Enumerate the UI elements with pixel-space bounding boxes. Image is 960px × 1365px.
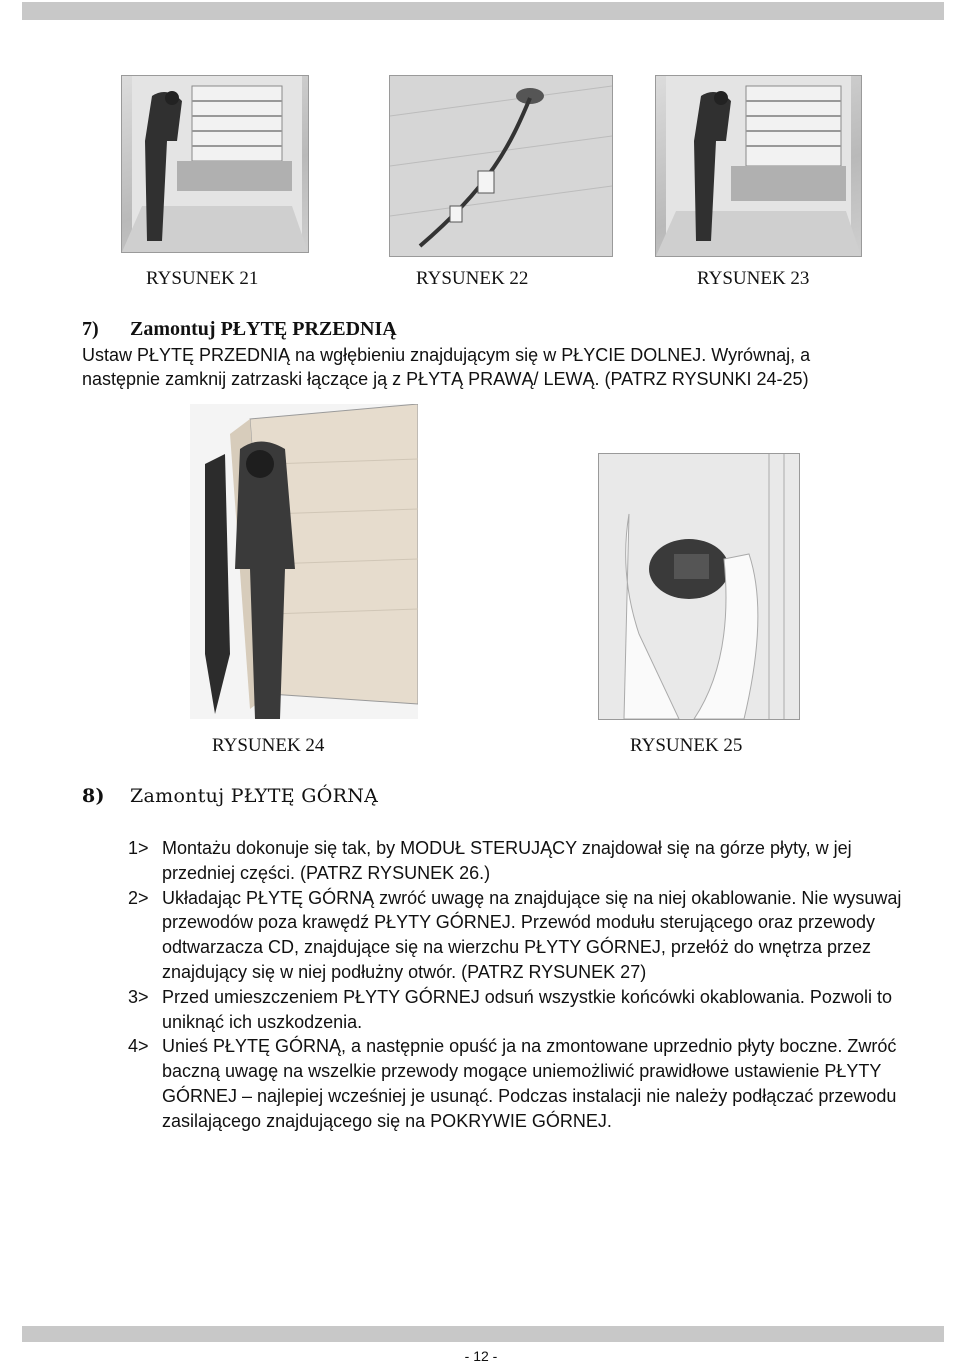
- list-item: [128, 836, 908, 886]
- list-text: Montażu dokonuje się tak, by MODUŁ STERUJĄCY znajdował się na górze płyty, w jej przedniej części. (PATRZ RYSUNEK 26.): [162, 838, 852, 883]
- list-marker: 2>: [128, 887, 149, 908]
- figure-23-caption: RYSUNEK 23: [697, 268, 810, 289]
- header-bar: [22, 2, 944, 20]
- section-7-body: [82, 343, 882, 391]
- list-marker: 1>: [128, 838, 149, 858]
- list-item: [128, 985, 908, 1035]
- section-7-number: 7): [82, 318, 99, 340]
- list-text: Unieś PŁYTĘ GÓRNĄ, a następnie opuść ja na zmontowane uprzednio płyty boczne. Zwróć baczną uwagę na wszelkie przewody mogące uniemożliwić prawidłowe ustawienie PŁYTY GÓRNEJ – najlepiej wcześniej je usunąć. Podczas instalacji nie należy podłączać przewodu zasilającego znajdującego się na POKRYWIE GÓRNEJ.: [162, 1036, 897, 1131]
- page-number: [0, 1348, 960, 1364]
- list-item: [128, 1034, 908, 1133]
- figure-24-caption: RYSUNEK 24: [212, 735, 325, 756]
- figure-22-photo: [389, 75, 613, 257]
- figure-24-photo: [190, 404, 418, 719]
- section-7-line-1: Ustaw PŁYTĘ PRZEDNIĄ na wgłębieniu znajdującym się w PŁYCIE DOLNEJ. Wyrównaj, a: [82, 345, 811, 365]
- figure-21-photo: [121, 75, 309, 253]
- section-8-list: [128, 836, 908, 1134]
- list-text: Przed umieszczeniem PŁYTY GÓRNEJ odsuń wszystkie końcówki okablowania. Pozwoli to uniknąć ich uszkodzenia.: [162, 986, 892, 1032]
- list-marker: 4>: [128, 1036, 149, 1057]
- page-number-text: - 12 -: [464, 1348, 498, 1364]
- section-8-heading: [82, 785, 378, 807]
- section-7-heading: [82, 318, 397, 341]
- figure-21-caption: RYSUNEK 21: [146, 268, 259, 289]
- list-text: Układając PŁYTĘ GÓRNĄ zwróć uwagę na znajdujące się na niej okablowanie. Nie wysuwaj przewodów poza krawędź PŁYTY GÓRNEJ. Przewód modułu sterującego oraz przewody odtwarzacza CD, znajdujące się na wierzchu PŁYTY GÓRNEJ, przełóż do wnętrza przez znajdujący się w niej podłużny otwór. (PATRZ RYSUNEK 27): [162, 887, 902, 982]
- footer-bar: [22, 1326, 944, 1342]
- figure-22-caption: RYSUNEK 22: [416, 268, 529, 289]
- section-8-number: 8): [82, 785, 105, 807]
- section-8-title: Zamontuj PŁYTĘ GÓRNĄ: [130, 785, 379, 807]
- section-7-line-2: następnie zamknij zatrzaski łączące ją z PŁYTĄ PRAWĄ/ LEWĄ. (PATRZ RYSUNKI 24-25): [82, 369, 809, 389]
- list-marker: 3>: [128, 986, 149, 1007]
- figure-25-photo: [598, 453, 800, 720]
- figure-23-photo: [655, 75, 862, 257]
- section-7-title: Zamontuj PŁYTĘ PRZEDNIĄ: [130, 318, 397, 340]
- figure-25-caption: RYSUNEK 25: [630, 735, 743, 756]
- list-item: [128, 886, 908, 985]
